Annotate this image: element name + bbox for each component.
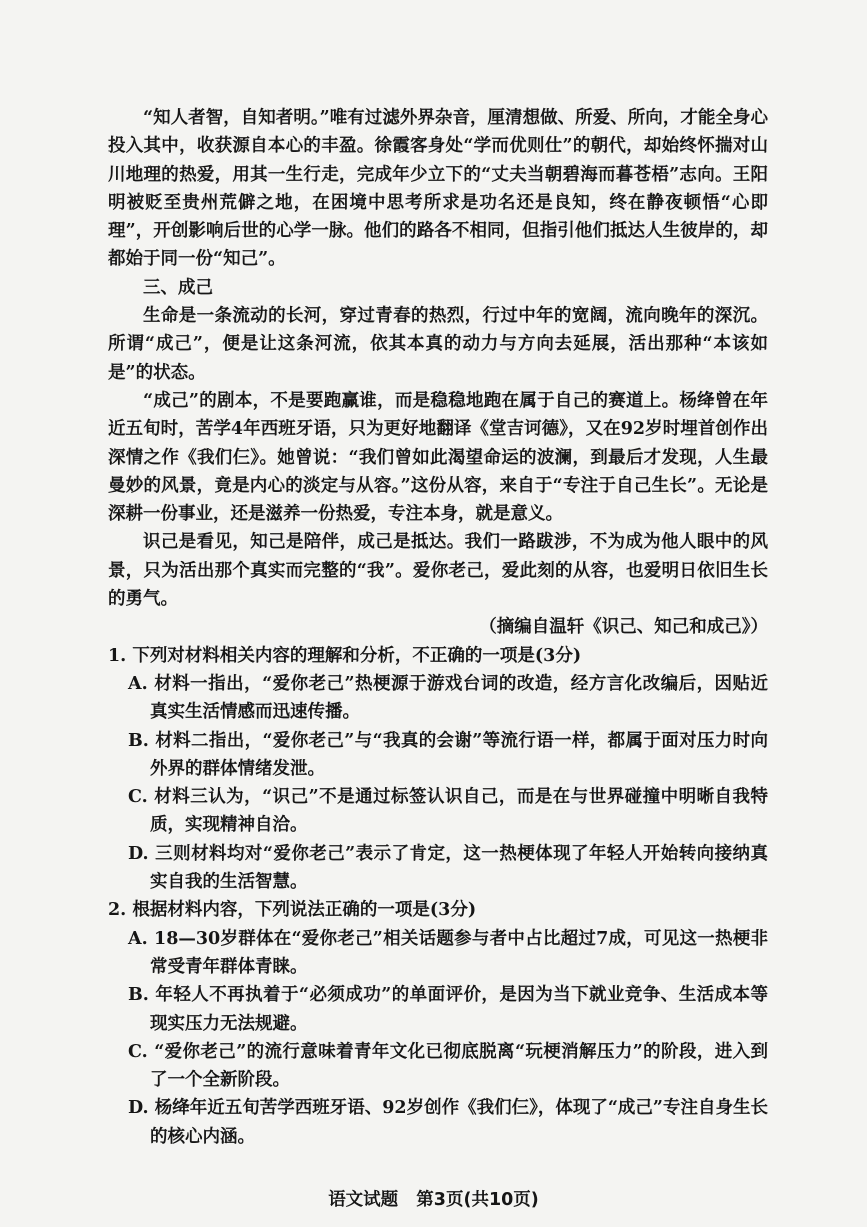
footer-subject: 语文试题 [328,1190,399,1210]
passage-source: （摘编自温轩《识己、知己和成己》） [479,617,768,638]
page-footer [0,1186,867,1211]
exam-content [108,104,768,1151]
question-stem: 2. 根据材料内容，下列说法正确的一项是(3分) [108,900,477,921]
option-b: B. 材料二指出，“爱你老己”与“我真的会谢”等流行语一样，都属于面对压力时向外界的群体情绪发泄。 [128,730,768,779]
passage-paragraph-1: “知人者智，自知者明。”唯有过滤外界杂音，厘清想做、所爱、所向，才能全身心投入其中，收获源自本心的丰盈。徐霞客身处“学而优则仕”的朝代，却始终怀揣对山川地理的热爱，用其一生行走，完成年少立下的“丈夫当朝碧海而暮苍梧”志向。王阳明被贬至贵州荒僻之地，在困境中思考所求是功名还是良知，终在静夜顿悟“心即理”，开创影响后世的心学一脉。他们的路各不相同，但指引他们抵达人生彼岸的，却都始于同一份“知己”。 [108,108,768,270]
option-d: D. 三则材料均对“爱你老己”表示了肯定，这一热梗体现了年轻人开始转向接纳真实自我的生活智慧。 [128,843,768,893]
footer-page-number: 第3页(共10页) [416,1190,539,1210]
option-c: C. “爱你老己”的流行意味着青年文化已彻底脱离“玩梗消解压力”的阶段，进入到了一个全新阶段。 [128,1041,768,1091]
question-1 [108,642,768,897]
option-list [108,925,768,1151]
passage-paragraph-2: 生命是一条流动的长河，穿过青春的热烈，行过中年的宽阔，流向晚年的深沉。所谓“成己”，便是让这条河流，依其本真的动力与方向去延展，活出那种“本该如是”的状态。 [108,306,768,383]
passage-paragraph-3: “成己”的剧本，不是要跑赢谁，而是稳稳地跑在属于自己的赛道上。杨绛曾在年近五旬时，苦学4年西班牙语，只为更好地翻译《堂吉诃德》，又在92岁时埋首创作出深情之作《我们仨》。她曾说：“我们曾如此渴望命运的波澜，到最后才发现，人生最曼妙的风景，竟是内心的淡定与从容。”这份从容，来自于“专注于自己生长”。无论是深耕一份事业，还是滋养一份热爱，专注本身，就是意义。 [108,390,768,525]
option-a: A. 18—30岁群体在“爱你老己”相关话题参与者中占比超过7成，可见这一热梗非常受青年群体青睐。 [128,928,768,977]
option-c: C. 材料三认为，“识己”不是通过标签认识自己，而是在与世界碰撞中明晰自我特质，实现精神自洽。 [128,787,768,836]
option-b: B. 年轻人不再执着于“必须成功”的单面评价，是因为当下就业竞争、生活成本等现实压力无法规避。 [128,985,768,1034]
question-2 [108,896,768,1151]
option-d: D. 杨绛年近五旬苦学西班牙语、92岁创作《我们仨》，体现了“成己”专注自身生长的核心内涵。 [128,1098,768,1147]
option-list [108,670,768,896]
passage-paragraph-4: 识己是看见，知己是陪伴，成己是抵达。我们一路跋涉，不为成为他人眼中的风景，只为活出那个真实而完整的“我”。爱你老己，爱此刻的从容，也爱明日依旧生长的勇气。 [108,532,768,610]
question-stem: 1. 下列对材料相关内容的理解和分析，不正确的一项是(3分) [108,645,582,666]
option-a: A. 材料一指出，“爱你老己”热梗源于游戏台词的改造，经方言化改编后，因贴近真实生活情感而迅速传播。 [128,673,768,723]
section-heading-3: 三、成己 [143,277,213,298]
